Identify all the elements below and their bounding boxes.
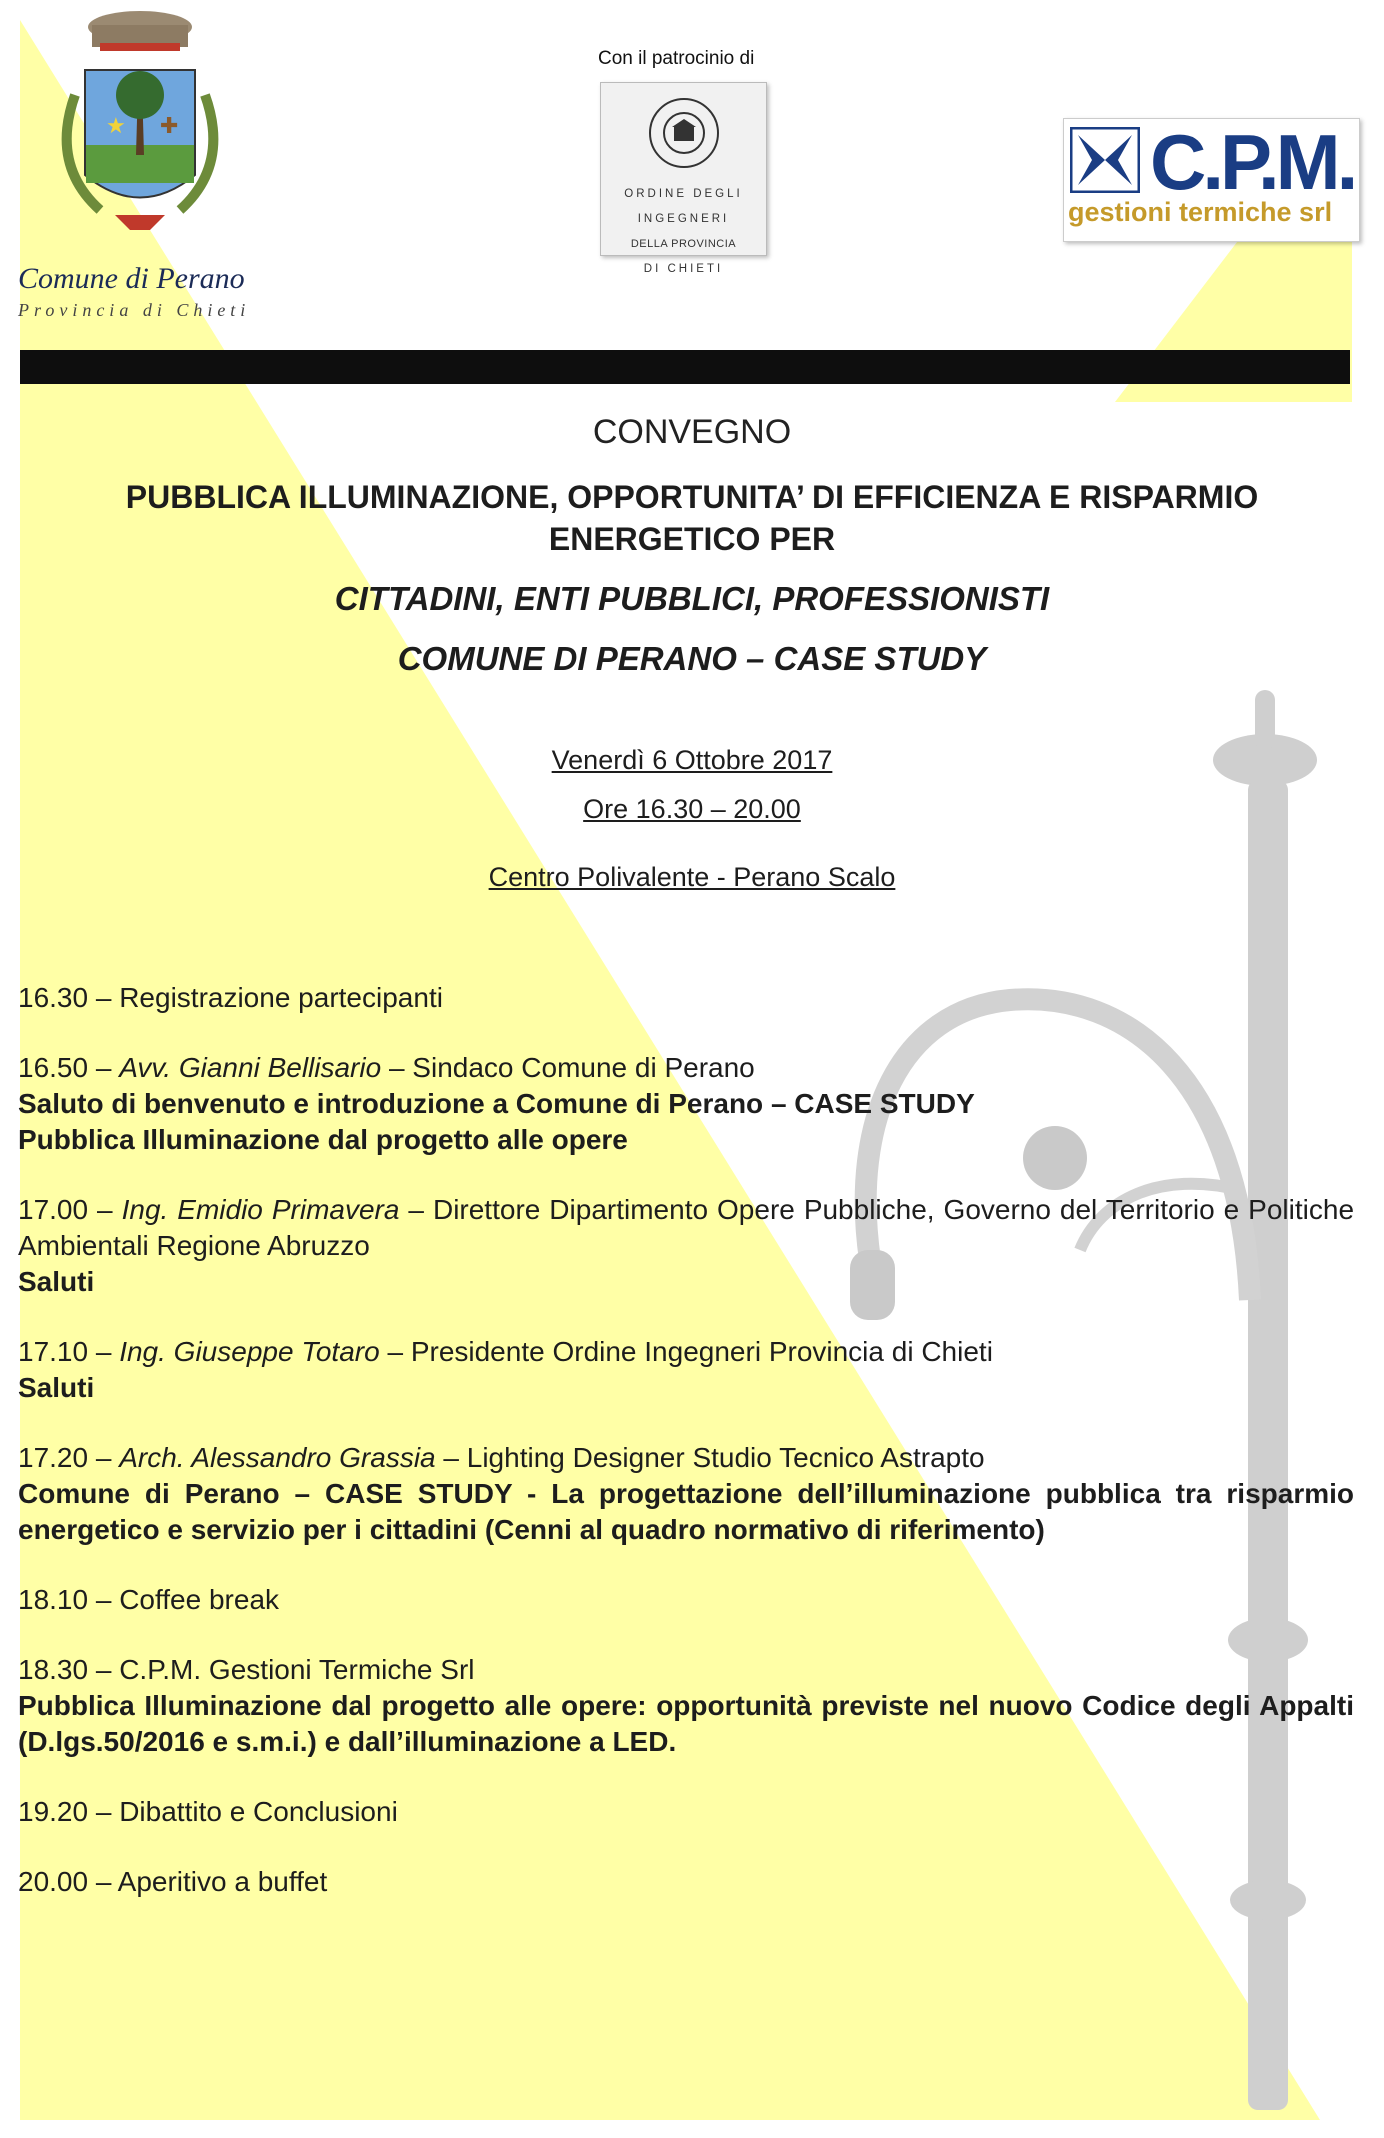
program-role: C.P.M. Gestioni Termiche Srl [119,1654,475,1685]
program-time: 19.20 – [18,1796,112,1827]
program-role: Coffee break [119,1584,280,1615]
program-speaker: Ing. Giuseppe Totaro [119,1336,380,1367]
program-item [18,1582,1354,1618]
cpm-logo [1063,118,1360,242]
event-title [0,476,1384,560]
program-list [18,980,1354,1934]
program-speaker: Arch. Alessandro Grassia [119,1442,436,1473]
comune-name: Comune di Perano [18,262,245,295]
program-time: 17.00 – [18,1194,113,1225]
program-role: – Sindaco Comune di Perano [388,1052,755,1083]
program-item [18,1794,1354,1830]
program-topic: Saluti [18,1266,95,1297]
event-subtitle-audience: CITTADINI, ENTI PUBBLICI, PROFESSIONISTI [334,580,1050,617]
program-time: 16.50 – [18,1052,112,1083]
ordine-line-4: DI CHIETI [643,263,724,275]
event-subtitle-case-study: COMUNE DI PERANO – CASE STUDY [397,640,987,677]
program-role: Registrazione partecipanti [119,982,443,1013]
ordine-emblem-icon [644,93,724,173]
program-speaker: Avv. Gianni Bellisario [119,1052,382,1083]
event-title-line-2: ENERGETICO PER [548,521,836,557]
program-time: 16.30 – [18,982,112,1013]
program-time: 17.10 – [18,1336,112,1367]
program-time: 18.10 – [18,1584,112,1615]
program-item [18,1334,1354,1406]
event-type: CONVEGNO [592,413,792,451]
program-item [18,1652,1354,1760]
comune-province: Provincia di Chieti [18,300,251,320]
ordine-line-3: DELLA PROVINCIA [630,238,737,250]
header-divider-bar [20,350,1350,384]
event-date-text: Venerdì 6 Ottobre 2017 [551,745,833,775]
ordine-ingegneri-logo [600,82,767,275]
program-topic: Saluti [18,1372,95,1403]
ordine-line-1: ORDINE DEGLI [624,188,743,200]
program-time: 18.30 – [18,1654,112,1685]
program-time: 20.00 – [18,1866,112,1897]
cpm-subtitle: gestioni termiche srl [1068,197,1333,227]
program-topic: Saluto di benvenuto e introduzione a Comune di Perano – CASE STUDY [18,1088,975,1119]
cpm-emblem-icon [1070,127,1140,193]
cpm-logo-text: C.P.M. [1150,118,1355,206]
svg-text:✚: ✚ [160,114,179,139]
program-topic: Pubblica Illuminazione dal progetto alle opere: opportunità previste nel nuovo Codice degli Appalti (D.lgs.50/2016 e s.m.i.) e dall’illuminazione a LED. [18,1690,1354,1757]
program-role: – Direttore Dipartimento Opere Pubbliche, Governo del Territorio e Politiche Ambientali Regione Abruzzo [18,1194,1355,1261]
event-title-line-1: PUBBLICA ILLUMINAZIONE, OPPORTUNITA’ DI EFFICIENZA E RISPARMIO [125,479,1259,515]
ordine-line-2: INGEGNERI [637,213,730,225]
program-time: 17.20 – [18,1442,112,1473]
program-item [18,1864,1354,1900]
event-venue [0,862,1384,893]
program-role: Aperitivo a buffet [117,1866,328,1897]
program-role: – Lighting Designer Studio Tecnico Astrapto [443,1442,985,1473]
event-date [0,745,1384,776]
program-item [18,1440,1354,1548]
svg-text:★: ★ [106,114,126,139]
event-time-text: Ore 16.30 – 20.00 [583,794,801,824]
program-speaker: Ing. Emidio Primavera [121,1194,400,1225]
program-item [18,1050,1354,1158]
program-role: – Presidente Ordine Ingegneri Provincia di Chieti [387,1336,993,1367]
event-time [0,794,1384,825]
comune-crest-icon [40,5,240,260]
program-item [18,980,1354,1016]
program-item [18,1192,1354,1300]
program-topic: Comune di Perano – CASE STUDY - La progettazione dell’illuminazione pubblica tra risparmio energetico e servizio per i cittadini (Cenni al quadro normativo di riferimento) [18,1478,1354,1545]
program-role: Dibattito e Conclusioni [119,1796,398,1827]
patrocinio-label: Con il patrocinio di [598,48,755,69]
program-topic: Pubblica Illuminazione dal progetto alle opere [18,1124,628,1155]
event-venue-text: Centro Polivalente - Perano Scalo [488,862,896,892]
